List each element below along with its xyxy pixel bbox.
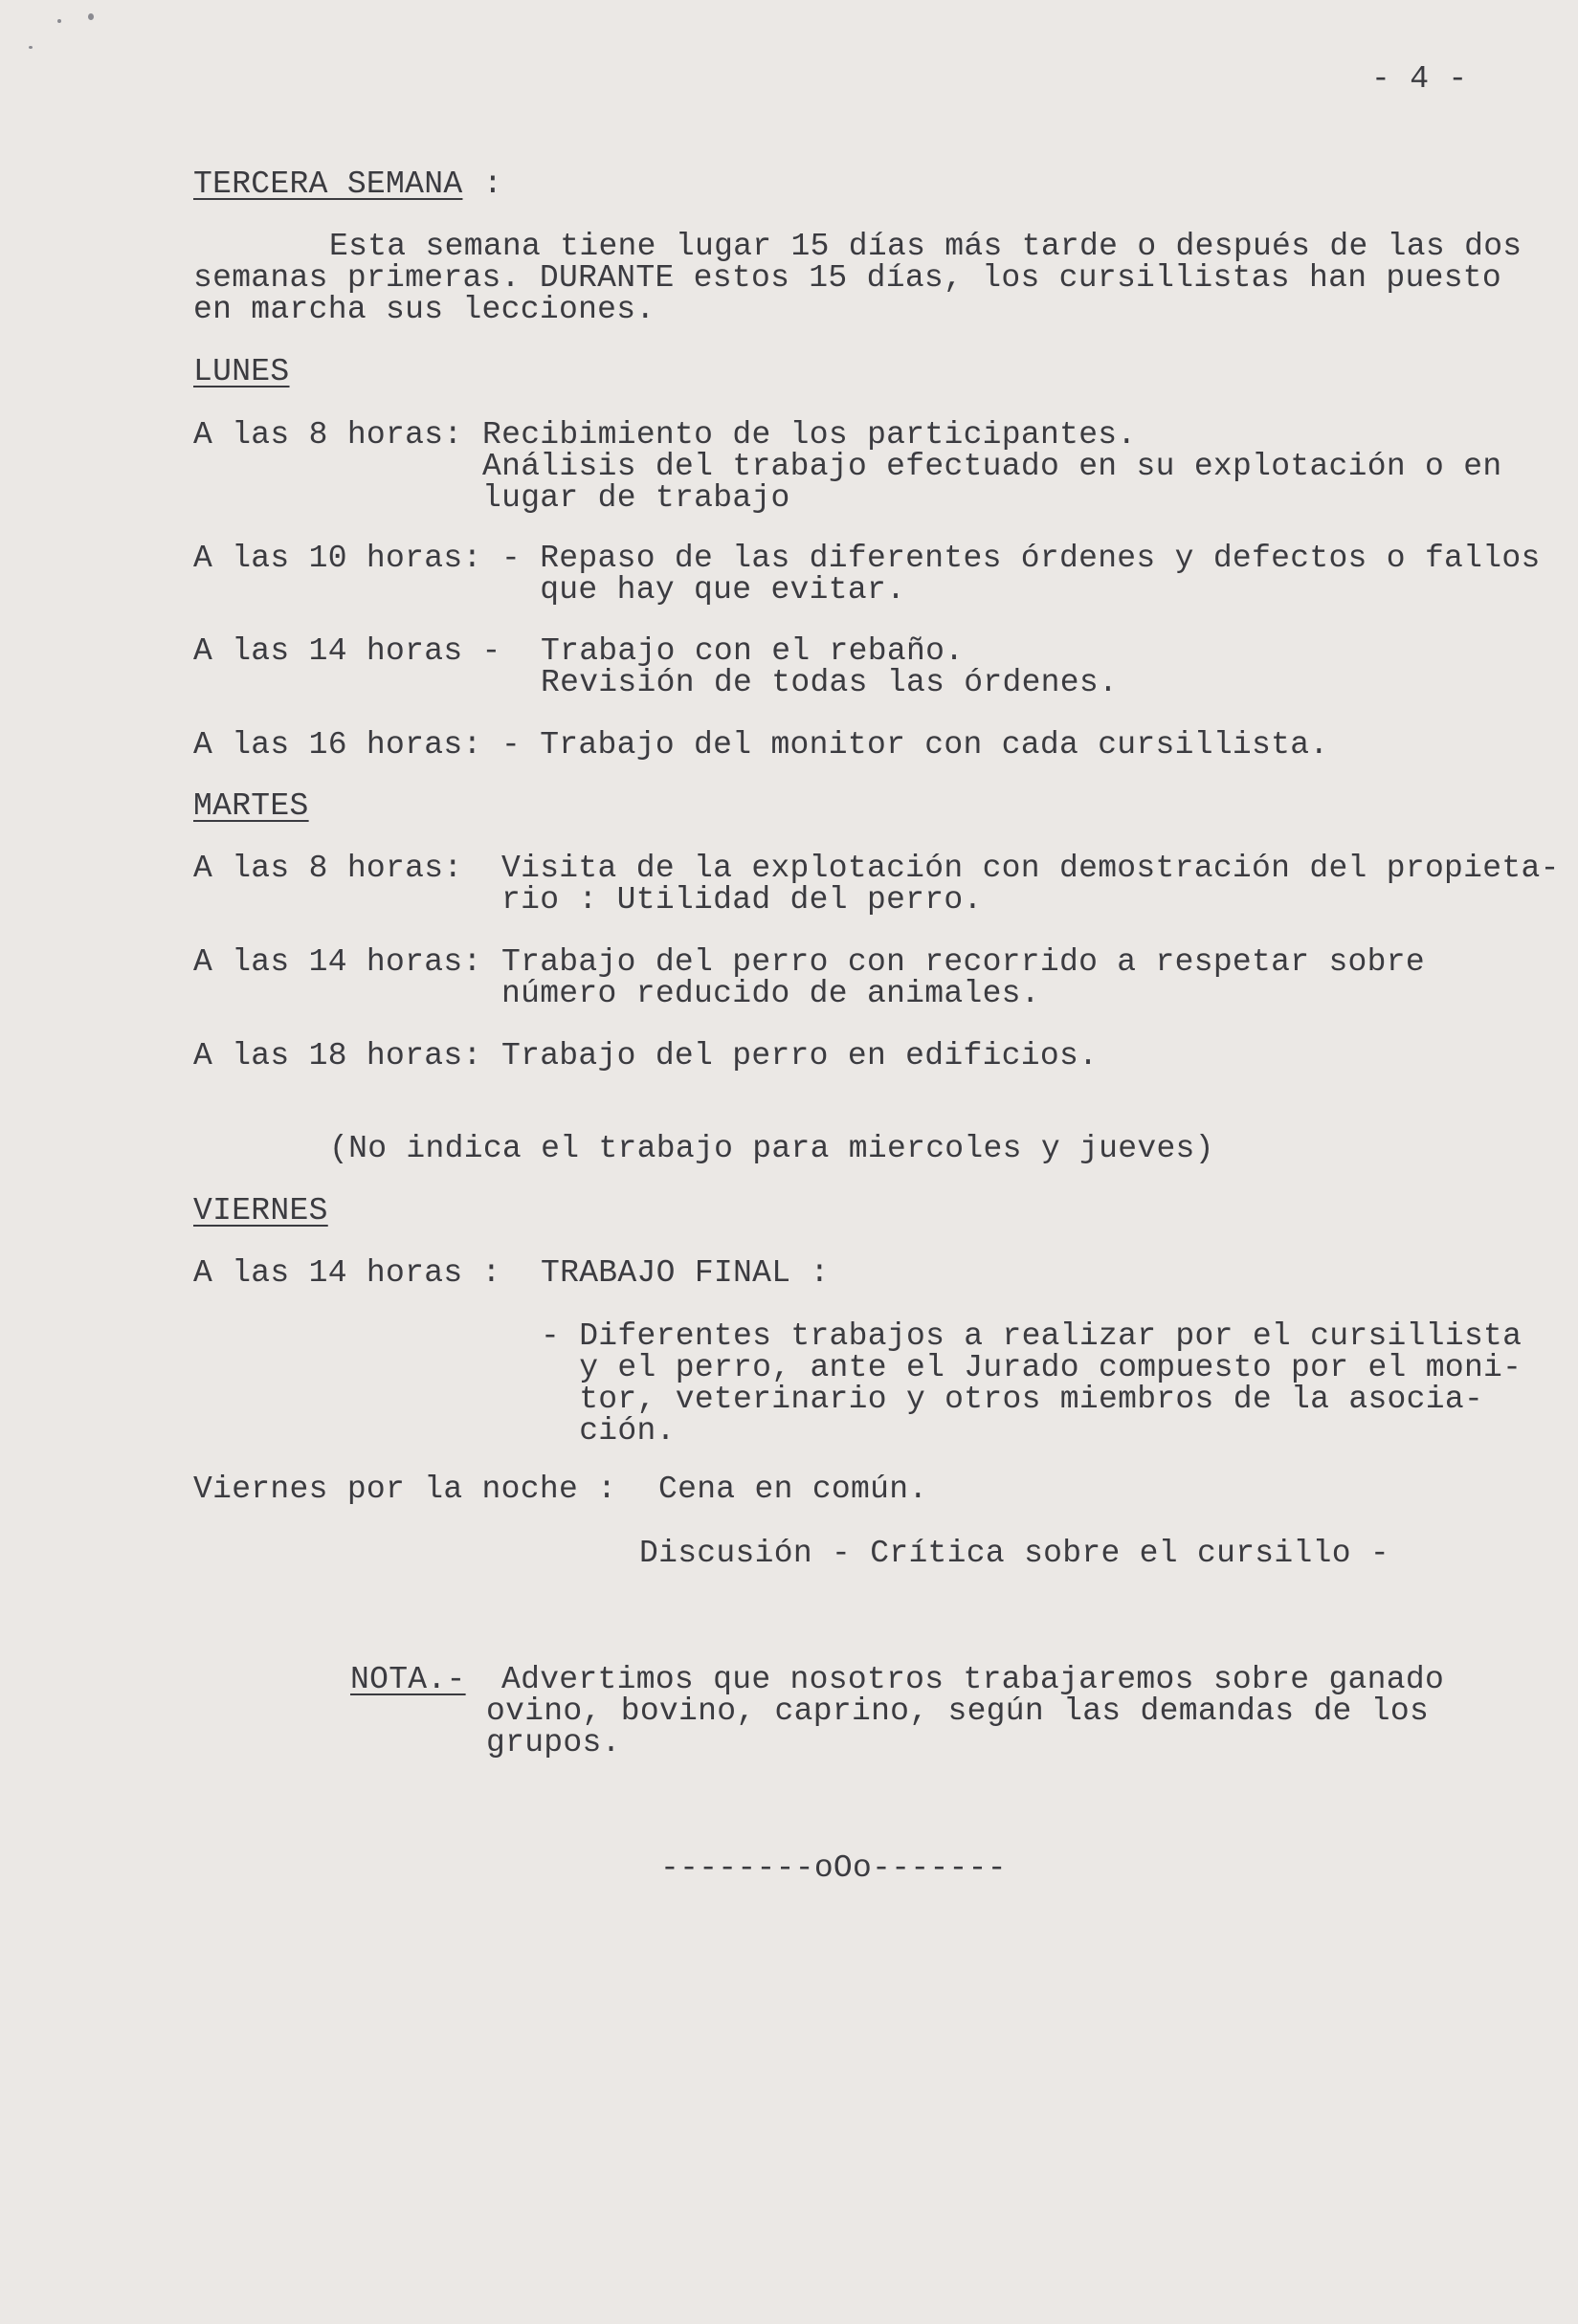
schedule-text: número reducido de animales. [501, 976, 1040, 1011]
schedule-time: A las 14 horas - [193, 633, 501, 669]
nota-text: ovino, bovino, caprino, según las demandas de los [486, 1693, 1430, 1729]
schedule-time: A las 8 horas: [193, 851, 463, 886]
mid-note: (No indica el trabajo para miercoles y jueves) [329, 1131, 1214, 1166]
schedule-text: tor, veterinario y otros miembros de la asocia- [541, 1382, 1484, 1417]
intro-line: en marcha sus lecciones. [193, 292, 656, 327]
paper-speck [29, 46, 33, 49]
page-number: - 4 - [1371, 61, 1468, 97]
schedule-text: que hay que evitar. [501, 572, 906, 608]
schedule-time: A las 16 horas: [193, 727, 482, 763]
paper-speck [88, 13, 94, 20]
day-title-martes: MARTES [193, 788, 309, 824]
section-heading-colon: : [483, 166, 503, 202]
nota-label: NOTA.- [350, 1662, 466, 1697]
schedule-time: A las 14 horas : [193, 1255, 501, 1291]
schedule-text: Trabajo del perro en edificios. [501, 1038, 1099, 1073]
schedule-text: y el perro, ante el Jurado compuesto por el moni- [541, 1350, 1522, 1385]
intro-line: semanas primeras. DURANTE estos 15 días, los cursillistas han puesto [193, 260, 1502, 296]
schedule-time: A las 8 horas: [193, 417, 463, 453]
schedule-text: Visita de la explotación con demostración del propieta- [501, 851, 1560, 886]
evening-text: Discusión - Crítica sobre el cursillo - [639, 1536, 1390, 1571]
schedule-text: ción. [541, 1413, 676, 1449]
schedule-time: A las 18 horas: [193, 1038, 482, 1073]
schedule-text: lugar de trabajo [482, 480, 790, 516]
nota-text: Advertimos que nosotros trabajaremos sobre ganado [501, 1662, 1445, 1697]
schedule-text: Recibimiento de los participantes. [482, 417, 1137, 453]
nota-text: grupos. [486, 1725, 621, 1760]
schedule-text: rio : Utilidad del perro. [501, 882, 983, 918]
schedule-text: Revisión de todas las órdenes. [541, 665, 1119, 700]
schedule-text: Análisis del trabajo efectuado en su explotación o en [482, 449, 1502, 484]
section-heading: TERCERA SEMANA [193, 166, 463, 202]
schedule-text: Trabajo con el rebaño. [541, 633, 965, 669]
schedule-text: - Repaso de las diferentes órdenes y defectos o fallos [501, 541, 1541, 576]
schedule-text: Trabajo del perro con recorrido a respetar sobre [501, 944, 1425, 980]
end-separator: --------oOo------- [660, 1850, 1007, 1886]
paper-speck [57, 19, 61, 23]
final-work-label: TRABAJO FINAL : [541, 1255, 830, 1291]
schedule-time: A las 14 horas: [193, 944, 482, 980]
schedule-time: A las 10 horas: [193, 541, 482, 576]
schedule-text: - Diferentes trabajos a realizar por el cursillista [541, 1318, 1522, 1354]
evening-text: Cena en común. [658, 1472, 928, 1507]
schedule-text: - Trabajo del monitor con cada cursillista. [501, 727, 1329, 763]
day-title-lunes: LUNES [193, 354, 290, 389]
day-title-viernes: VIERNES [193, 1193, 328, 1228]
intro-line: Esta semana tiene lugar 15 días más tarde o después de las dos [329, 229, 1522, 264]
evening-label: Viernes por la noche : [193, 1472, 617, 1507]
